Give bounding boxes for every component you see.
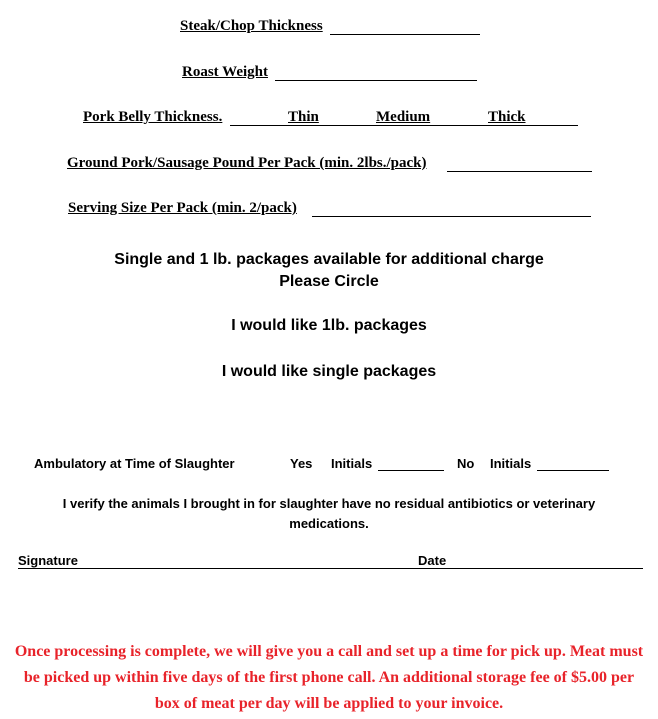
no-initials-field[interactable] [537, 470, 609, 471]
steak-chop-label: Steak/Chop Thickness [180, 18, 323, 34]
no-initials-label: Initials [490, 456, 532, 471]
signature-label: Signature [18, 553, 78, 568]
ground-pork-label: Ground Pork/Sausage Pound Per Pack (min. 2lbs./pack) [67, 155, 427, 171]
pickup-notice-line1: Once processing is complete, we will give you a call and set up a time for pick up. Meat must [14, 643, 644, 660]
date-label: Date [418, 553, 447, 568]
signature-field[interactable] [18, 568, 643, 569]
pickup-notice [0, 639, 658, 717]
pork-belly-option-medium[interactable]: Medium [376, 109, 431, 125]
pickup-notice-line3: box of meat per day will be applied to your invoice. [154, 695, 504, 712]
packages-note-line1: Single and 1 lb. packages available for additional charge [114, 251, 544, 268]
ambulatory-yes[interactable]: Yes [290, 456, 313, 471]
option-1lb-packages[interactable]: I would like 1lb. packages [231, 317, 427, 334]
steak-chop-field[interactable] [330, 34, 480, 35]
option-single-packages[interactable]: I would like single packages [221, 363, 437, 380]
ambulatory-no[interactable]: No [457, 456, 475, 471]
serving-size-label: Serving Size Per Pack (min. 2/pack) [68, 200, 297, 216]
yes-initials-label: Initials [331, 456, 373, 471]
ambulatory-label: Ambulatory at Time of Slaughter [34, 456, 235, 471]
roast-weight-label: Roast Weight [182, 64, 268, 80]
packages-note [0, 249, 658, 293]
pork-belly-option-thick[interactable]: Thick [488, 109, 526, 125]
pork-belly-option-thin[interactable]: Thin [288, 109, 319, 125]
serving-size-field[interactable] [312, 216, 591, 217]
pickup-notice-line2: be picked up within five days of the first phone call. An additional storage fee of $5.00 per [23, 669, 635, 686]
verify-line2: medications. [289, 516, 369, 531]
verify-line1: I verify the animals I brought in for slaughter have no residual antibiotics or veterinary [62, 496, 596, 511]
packages-note-line2: Please Circle [279, 273, 379, 290]
roast-weight-field[interactable] [275, 80, 477, 81]
ground-pork-field[interactable] [447, 171, 592, 172]
pork-belly-label: Pork Belly Thickness. [83, 109, 223, 125]
verify-statement [0, 494, 658, 534]
yes-initials-field[interactable] [378, 470, 444, 471]
